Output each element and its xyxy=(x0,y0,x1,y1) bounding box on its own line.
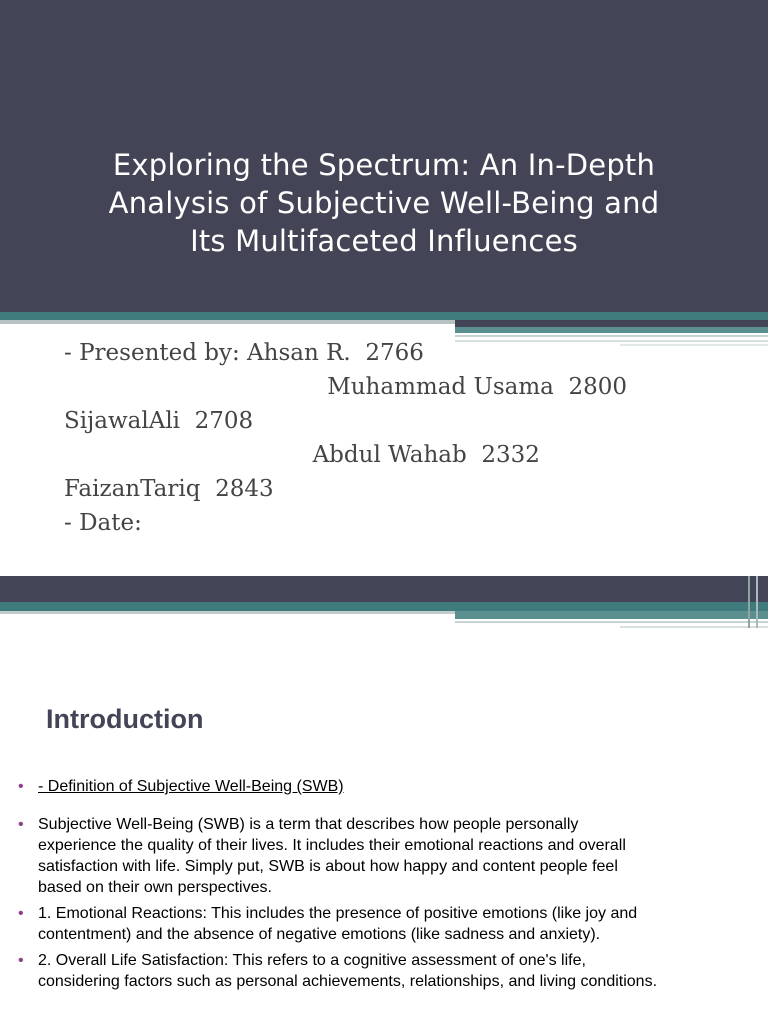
presenter-line: SijawalAli 2708 xyxy=(64,408,254,434)
accent-stripe-right-block xyxy=(455,320,768,327)
bullet-text: - Definition of Subjective Well-Being (SWB) xyxy=(38,778,344,795)
list-item xyxy=(18,903,658,945)
list-item xyxy=(18,776,658,797)
date-line: - Date: xyxy=(64,510,142,536)
bullet-icon: • xyxy=(18,952,24,969)
presenter-line: FaizanTariq 2843 xyxy=(64,476,274,502)
list-item xyxy=(18,950,658,992)
bullet-list xyxy=(18,776,658,997)
top-band-line-2 xyxy=(620,626,768,628)
top-band-vertical-marks-2 xyxy=(756,576,758,628)
top-band-vertical-marks xyxy=(748,576,750,628)
presenter-line: Muhammad Usama 2800 xyxy=(64,374,628,400)
presenter-line: - Presented by: Ahsan R. 2766 xyxy=(64,340,424,366)
top-band-shadow xyxy=(0,611,455,614)
top-band-line-1 xyxy=(455,621,768,623)
presenter-block xyxy=(64,336,744,540)
title-line-3: Its Multifaceted Influences xyxy=(190,224,578,258)
top-band-teal xyxy=(0,602,768,611)
slide-title xyxy=(60,146,708,260)
title-line-1: Exploring the Spectrum: An In-Depth xyxy=(112,148,656,182)
presenter-line: Abdul Wahab 2332 xyxy=(64,442,540,468)
top-band-right-block xyxy=(455,611,768,619)
list-item xyxy=(18,814,658,898)
title-line-2: Analysis of Subjective Well-Being and xyxy=(108,186,660,220)
introduction-slide xyxy=(0,576,768,1024)
bullet-text: Subjective Well-Being (SWB) is a term that describes how people personally experience the quality of their lives. It includes their emotional reactions and overall satisfaction with life. Simply put, SWB is about how happy and content people feel based on their own perspectives. xyxy=(38,816,626,896)
slide-heading: Introduction xyxy=(46,704,204,734)
bullet-icon: • xyxy=(18,816,24,833)
bullet-text: 1. Emotional Reactions: This includes the presence of positive emotions (like joy and contentment) and the absence of negative emotions (like sadness and anxiety). xyxy=(38,905,638,943)
bullet-icon: • xyxy=(18,778,24,795)
accent-stripe-right-teal xyxy=(455,327,768,333)
bullet-icon: • xyxy=(18,905,24,922)
accent-stripe-teal xyxy=(0,312,768,320)
top-band xyxy=(0,576,768,602)
bullet-text: 2. Overall Life Satisfaction: This refers to a cognitive assessment of one's life, considering factors such as personal achievements, relationships, and living conditions. xyxy=(38,952,658,990)
